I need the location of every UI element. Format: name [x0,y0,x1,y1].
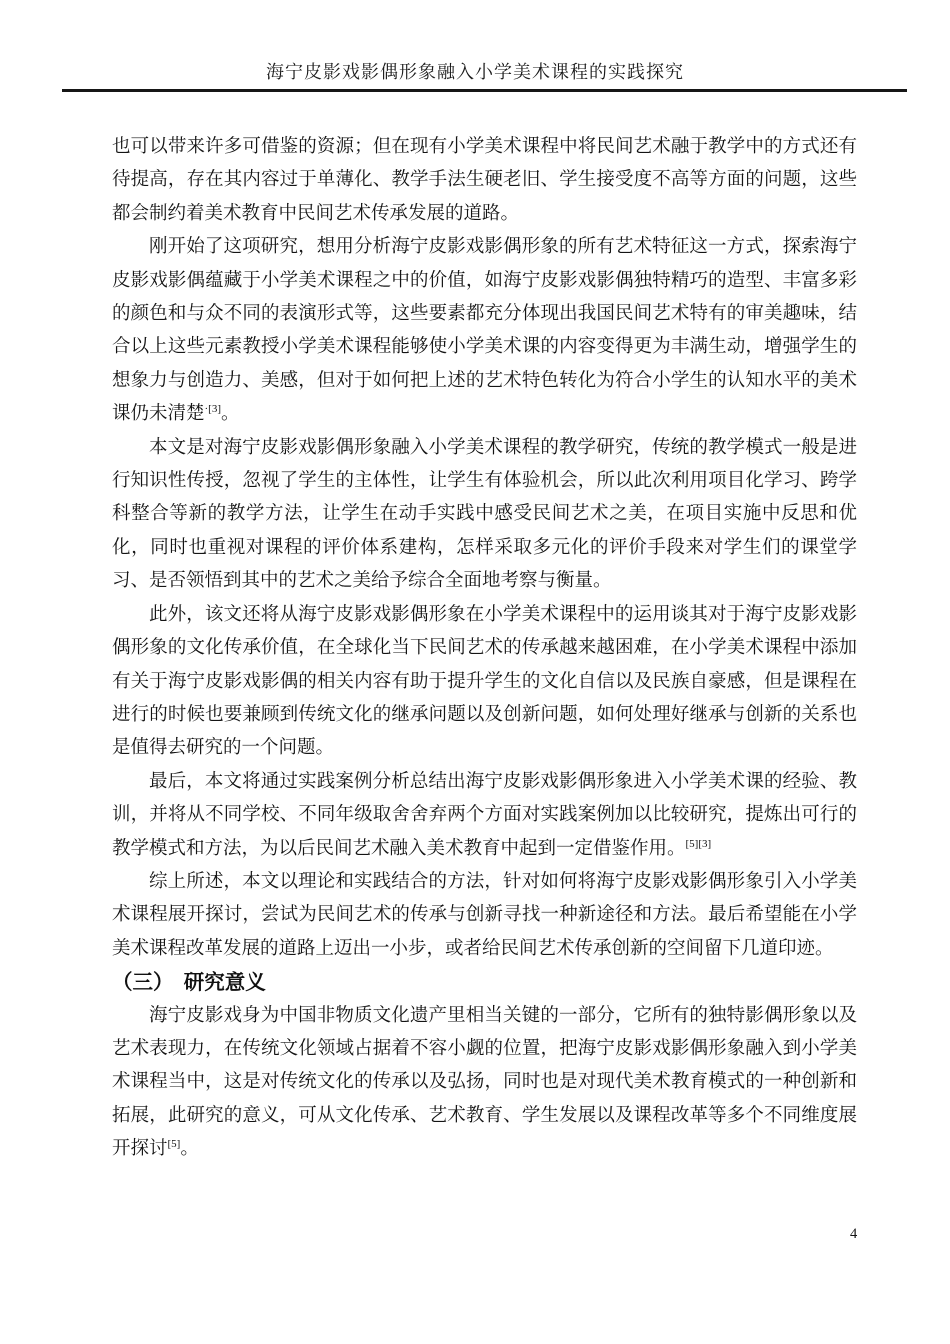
page-header [0,0,950,92]
paragraph-tail: 。 [221,404,240,425]
running-title: 海宁皮影戏影偶形象融入小学美术课程的实践探究 [266,62,684,82]
citation-ref: [5][3] [685,837,712,850]
body-paragraph-4 [112,599,857,766]
page-number: 4 [850,1226,858,1242]
body-paragraph-2 [112,231,857,431]
paragraph-tail: 。 [180,1139,199,1160]
body-paragraph-7 [112,1000,857,1167]
paragraph-text: 综上所述，本文以理论和实践结合的方法，针对如何将海宁皮影戏影偶形象引入小学美术课程展开探讨，尝试为民间艺术的传承与创新寻找一种新途径和方法。最后希望能在小学美术课程改革发展的道路上迈出一小步，或者给民间艺术传承创新的空间留下几道印迹。 [112,871,857,959]
header-rule [62,89,907,92]
paragraph-text: 最后，本文将通过实践案例分析总结出海宁皮影戏影偶形象进入小学美术课的经验、教训，并将从不同学校、不同年级取舍舍弃两个方面对实践案例加以比较研究，提炼出可行的教学模式和方法，为以后民间艺术融入美术教育中起到一定借鉴作用。 [112,771,857,859]
paragraph-text: 本文是对海宁皮影戏影偶形象融入小学美术课程的教学研究，传统的教学模式一般是进行知识性传授，忽视了学生的主体性，让学生有体验机会，所以此次利用项目化学习、跨学科整合等新的教学方法，让学生在动手实践中感受民间艺术之美，在项目实施中反思和优化，同时也重视对课程的评价体系建构，怎样采取多元化的评价手段来对学生们的课堂学习、是否领悟到其中的艺术之美给予综合全面地考察与衡量。 [112,437,857,592]
body-paragraph-3 [112,432,857,599]
citation-ref: ·[3] [204,403,222,416]
body-paragraph-1 [112,131,857,231]
body-paragraph-6 [112,866,857,966]
body-paragraph-5 [112,766,857,866]
citation-ref: [5] [167,1138,181,1151]
section-heading: （三） 研究意义 [112,971,266,995]
paragraph-text: 海宁皮影戏身为中国非物质文化遗产里相当关键的一部分，它所有的独特影偶形象以及艺术表现力，在传统文化领域占据着不容小觑的位置，把海宁皮影戏影偶形象融入到小学美术课程当中，这是对传统文化的传承以及弘扬，同时也是对现代美术教育模式的一种创新和拓展，此研究的意义，可从文化传承、艺术教育、学生发展以及课程改革等多个不同维度展开探讨 [112,1005,857,1160]
paragraph-text: 也可以带来许多可借鉴的资源；但在现有小学美术课程中将民间艺术融于教学中的方式还有待提高，存在其内容过于单薄化、教学手法生硬老旧、学生接受度不高等方面的问题，这些都会制约着美术教育中民间艺术传承发展的道路。 [112,137,857,224]
page-body [112,131,857,1167]
paragraph-text: 此外，该文还将从海宁皮影戏影偶形象在小学美术课程中的运用谈其对于海宁皮影戏影偶形象的文化传承价值，在全球化当下民间艺术的传承越来越困难，在小学美术课程中添加有关于海宁皮影戏影偶的相关内容有助于提升学生的文化自信以及民族自豪感，但是课程在进行的时候也要兼顾到传统文化的继承问题以及创新问题，如何处理好继承与创新的关系也是值得去研究的一个问题。 [112,604,857,759]
paragraph-text: 刚开始了这项研究，想用分析海宁皮影戏影偶形象的所有艺术特征这一方式，探索海宁皮影戏影偶蕴藏于小学美术课程之中的价值，如海宁皮影戏影偶独特精巧的造型、丰富多彩的颜色和与众不同的表演形式等，这些要素都充分体现出我国民间艺术特有的审美趣味，结合以上这些元素教授小学美术课程能够使小学美术课的内容变得更为丰满生动，增强学生的想象力与创造力、美感，但对于如何把上述的艺术特色转化为符合小学生的认知水平的美术课仍未清楚 [112,237,857,425]
